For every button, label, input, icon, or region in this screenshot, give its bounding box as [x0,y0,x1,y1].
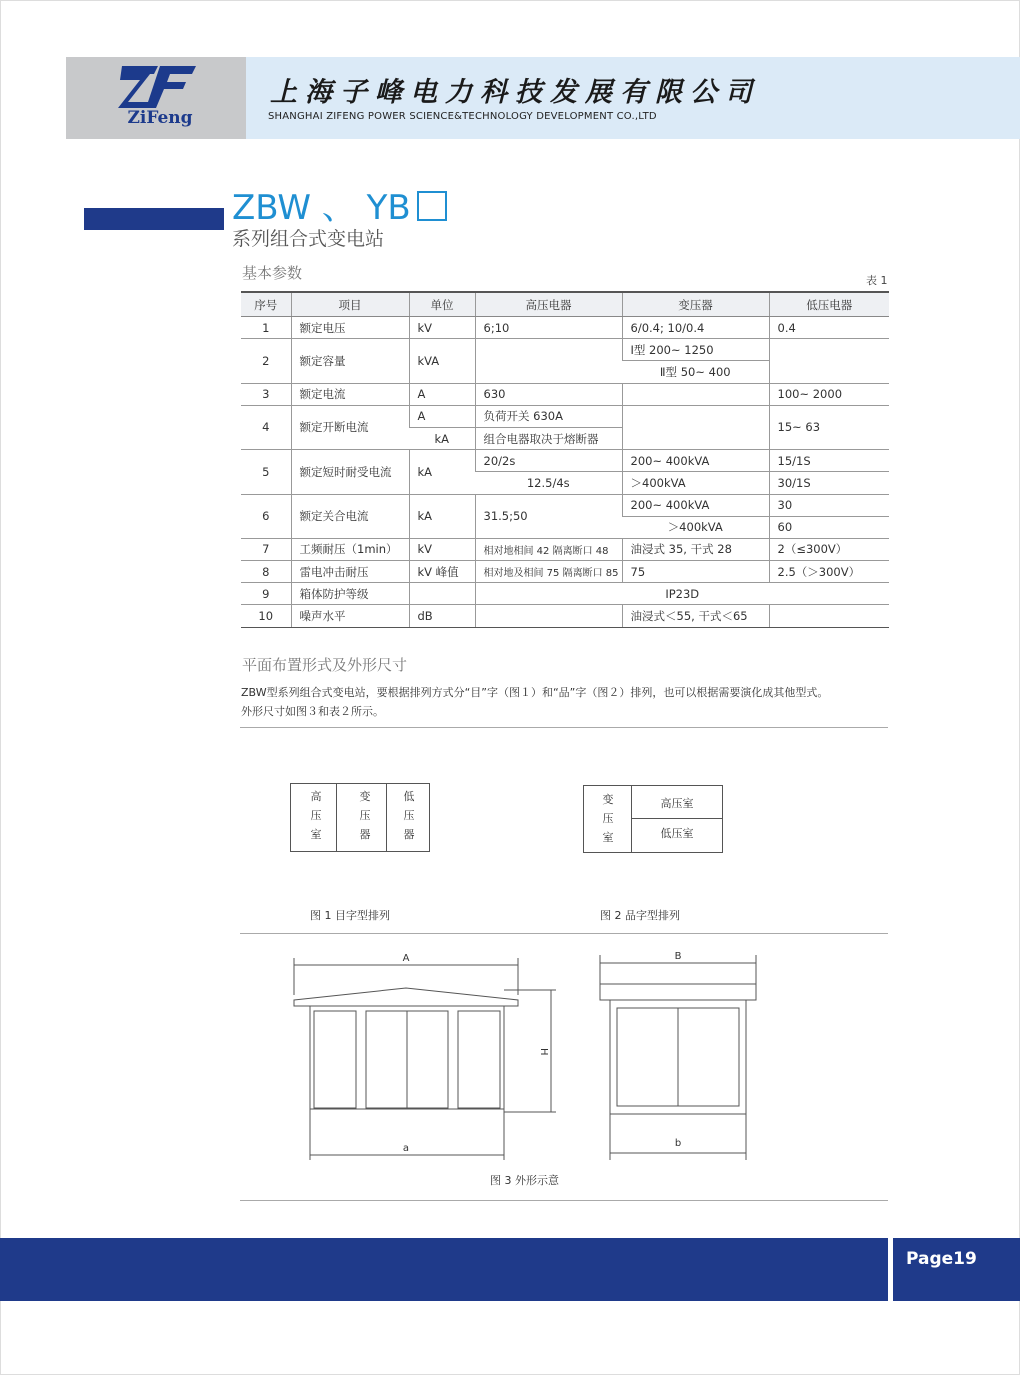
table-number: 表 1 [866,274,888,287]
figure-2-caption: 图 2 品字型排列 [600,909,680,922]
table-cell: 9 [241,583,291,605]
table-cell [769,339,889,383]
divider [240,727,888,728]
table-cell: 油浸式 35, 干式 28 [622,538,769,560]
page-title [232,180,447,229]
paragraph-line: 外形尺寸如图３和表２所示。 [241,705,384,718]
table-cell: 75 [622,561,769,583]
table-header-row [241,292,889,317]
table-row [241,561,889,583]
dim-B-label: B [674,951,682,962]
dim-b-label: b [674,1138,682,1149]
dim-H-label: H [538,1048,549,1056]
figure-3-caption: 图 3 外形示意 [490,1174,559,1187]
table-cell: kA [409,450,475,494]
table-cell: IP23D [475,583,889,605]
layout-description [241,683,901,721]
figure-1-layout [290,783,430,852]
table-cell: 31.5;50 [475,494,622,538]
table-cell: kA [409,427,475,449]
table-row [241,339,889,361]
table-cell [475,339,622,383]
table-cell: 2 [241,339,291,383]
table-row [241,605,889,627]
header-cell: 变压器 [622,292,769,317]
footer-page-box [893,1238,1020,1301]
page-number: Page19 [906,1249,977,1269]
table-row [241,450,889,472]
table-cell: kV [409,538,475,560]
table-cell: 2.5（＞300V） [769,561,889,583]
table-cell: ＞400kVA [622,472,769,494]
room-transformer: 变 压 室 [602,793,614,844]
title-placeholder-box [417,191,447,221]
company-name-cn: 上海子峰电力科技发展有限公司 [270,77,760,108]
table-cell: 20/2s [475,450,622,472]
table-cell: 100~ 2000 [769,383,889,405]
table-row [241,583,889,605]
room-high-voltage: 高压室 [660,797,694,810]
table-cell: 15/1S [769,450,889,472]
table-cell: 15~ 63 [769,405,889,449]
divider [631,818,722,819]
divider [336,784,337,851]
table-cell: ＞400kVA [622,516,769,538]
table-cell: 630 [475,383,622,405]
table-cell: kV 峰值 [409,561,475,583]
table-row [241,317,889,339]
table-cell [409,583,475,605]
logo-text: ZiFeng [127,108,193,128]
table-cell: Ⅰ型 200~ 1250 [622,339,769,361]
table-cell: 负荷开关 630A [475,405,622,427]
table-cell: 6;10 [475,317,622,339]
header-cell: 高压电器 [475,292,622,317]
table-cell [475,605,622,627]
table-cell: dB [409,605,475,627]
figure-3-front-view [280,945,560,1170]
header-cell: 序号 [241,292,291,317]
table-cell: 组合电器取决于熔断器 [475,427,622,449]
page-subtitle: 系列组合式变电站 [232,228,385,250]
figure-3-side-view [590,945,760,1170]
table-cell [622,383,769,405]
table-cell: 7 [241,538,291,560]
table-row [241,538,889,560]
company-name-en: SHANGHAI ZIFENG POWER SCIENCE&TECHNOLOGY DEVELOPMENT CO.,LTD [268,111,657,122]
room-high-voltage: 高 压 室 [310,790,322,841]
table-cell: 6/0.4; 10/0.4 [622,317,769,339]
dim-A-label: A [402,953,410,964]
table-cell: 1 [241,317,291,339]
header-cell: 低压电器 [769,292,889,317]
table-cell: 相对地相间 42 隔离断口 48 [475,538,622,560]
table-cell: 200~ 400kVA [622,494,769,516]
table-cell: 额定短时耐受电流 [291,450,409,494]
figure-2-layout [583,785,723,853]
table-cell: 5 [241,450,291,494]
paragraph-line: ZBW型系列组合式变电站，要根据排列方式分“目”字（图１）和“品”字（图２）排列，也可以根据需要演化成其他型式。 [241,686,829,699]
table-cell: 雷电冲击耐压 [291,561,409,583]
table-cell: 30/1S [769,472,889,494]
table-cell: 额定电压 [291,317,409,339]
figure-1-caption: 图 1 目字型排列 [310,909,390,922]
room-transformer: 变 压 器 [359,790,371,841]
table-cell: 0.4 [769,317,889,339]
table-cell: 12.5/4s [475,472,622,494]
dim-a-label: a [402,1143,410,1154]
table-cell: Ⅱ型 50~ 400 [622,361,769,383]
table-cell: 额定关合电流 [291,494,409,538]
table-row [241,494,889,516]
room-low-voltage: 低 压 器 [403,790,415,841]
table-cell: 2（≤300V） [769,538,889,560]
table-cell: 6 [241,494,291,538]
table-cell: 4 [241,405,291,449]
table-cell: kV [409,317,475,339]
divider [240,933,888,934]
table-cell: A [409,405,475,427]
table-cell [622,405,769,449]
section-heading-layout: 平面布置形式及外形尺寸 [242,656,408,674]
divider [386,784,387,851]
table-cell: 相对地及相间 75 隔离断口 85 [475,561,622,583]
table-cell: 额定容量 [291,339,409,383]
table-cell: A [409,383,475,405]
header-cell: 单位 [409,292,475,317]
room-low-voltage: 低压室 [660,827,694,840]
table-cell: 油浸式＜55, 干式＜65 [622,605,769,627]
table-cell: 3 [241,383,291,405]
table-cell: 10 [241,605,291,627]
parameters-table [241,291,889,628]
zifeng-logo-icon [118,62,198,110]
table-cell: 额定电流 [291,383,409,405]
table-cell: 30 [769,494,889,516]
divider [240,1200,888,1201]
table-cell: 工频耐压（1min） [291,538,409,560]
table-row [241,405,889,427]
title-accent-bar [84,208,224,230]
table-cell: 8 [241,561,291,583]
page-title-text: ZBW 、 YB [232,188,411,228]
table-cell: 60 [769,516,889,538]
table-cell: 箱体防护等级 [291,583,409,605]
table-cell: kA [409,494,475,538]
header-cell: 项目 [291,292,409,317]
footer-band [0,1238,888,1301]
table-cell: 额定开断电流 [291,405,409,449]
table-cell: 噪声水平 [291,605,409,627]
table-cell [769,605,889,627]
table-cell: kVA [409,339,475,383]
table-cell: 200~ 400kVA [622,450,769,472]
section-heading-params: 基本参数 [242,264,303,282]
table-row [241,383,889,405]
